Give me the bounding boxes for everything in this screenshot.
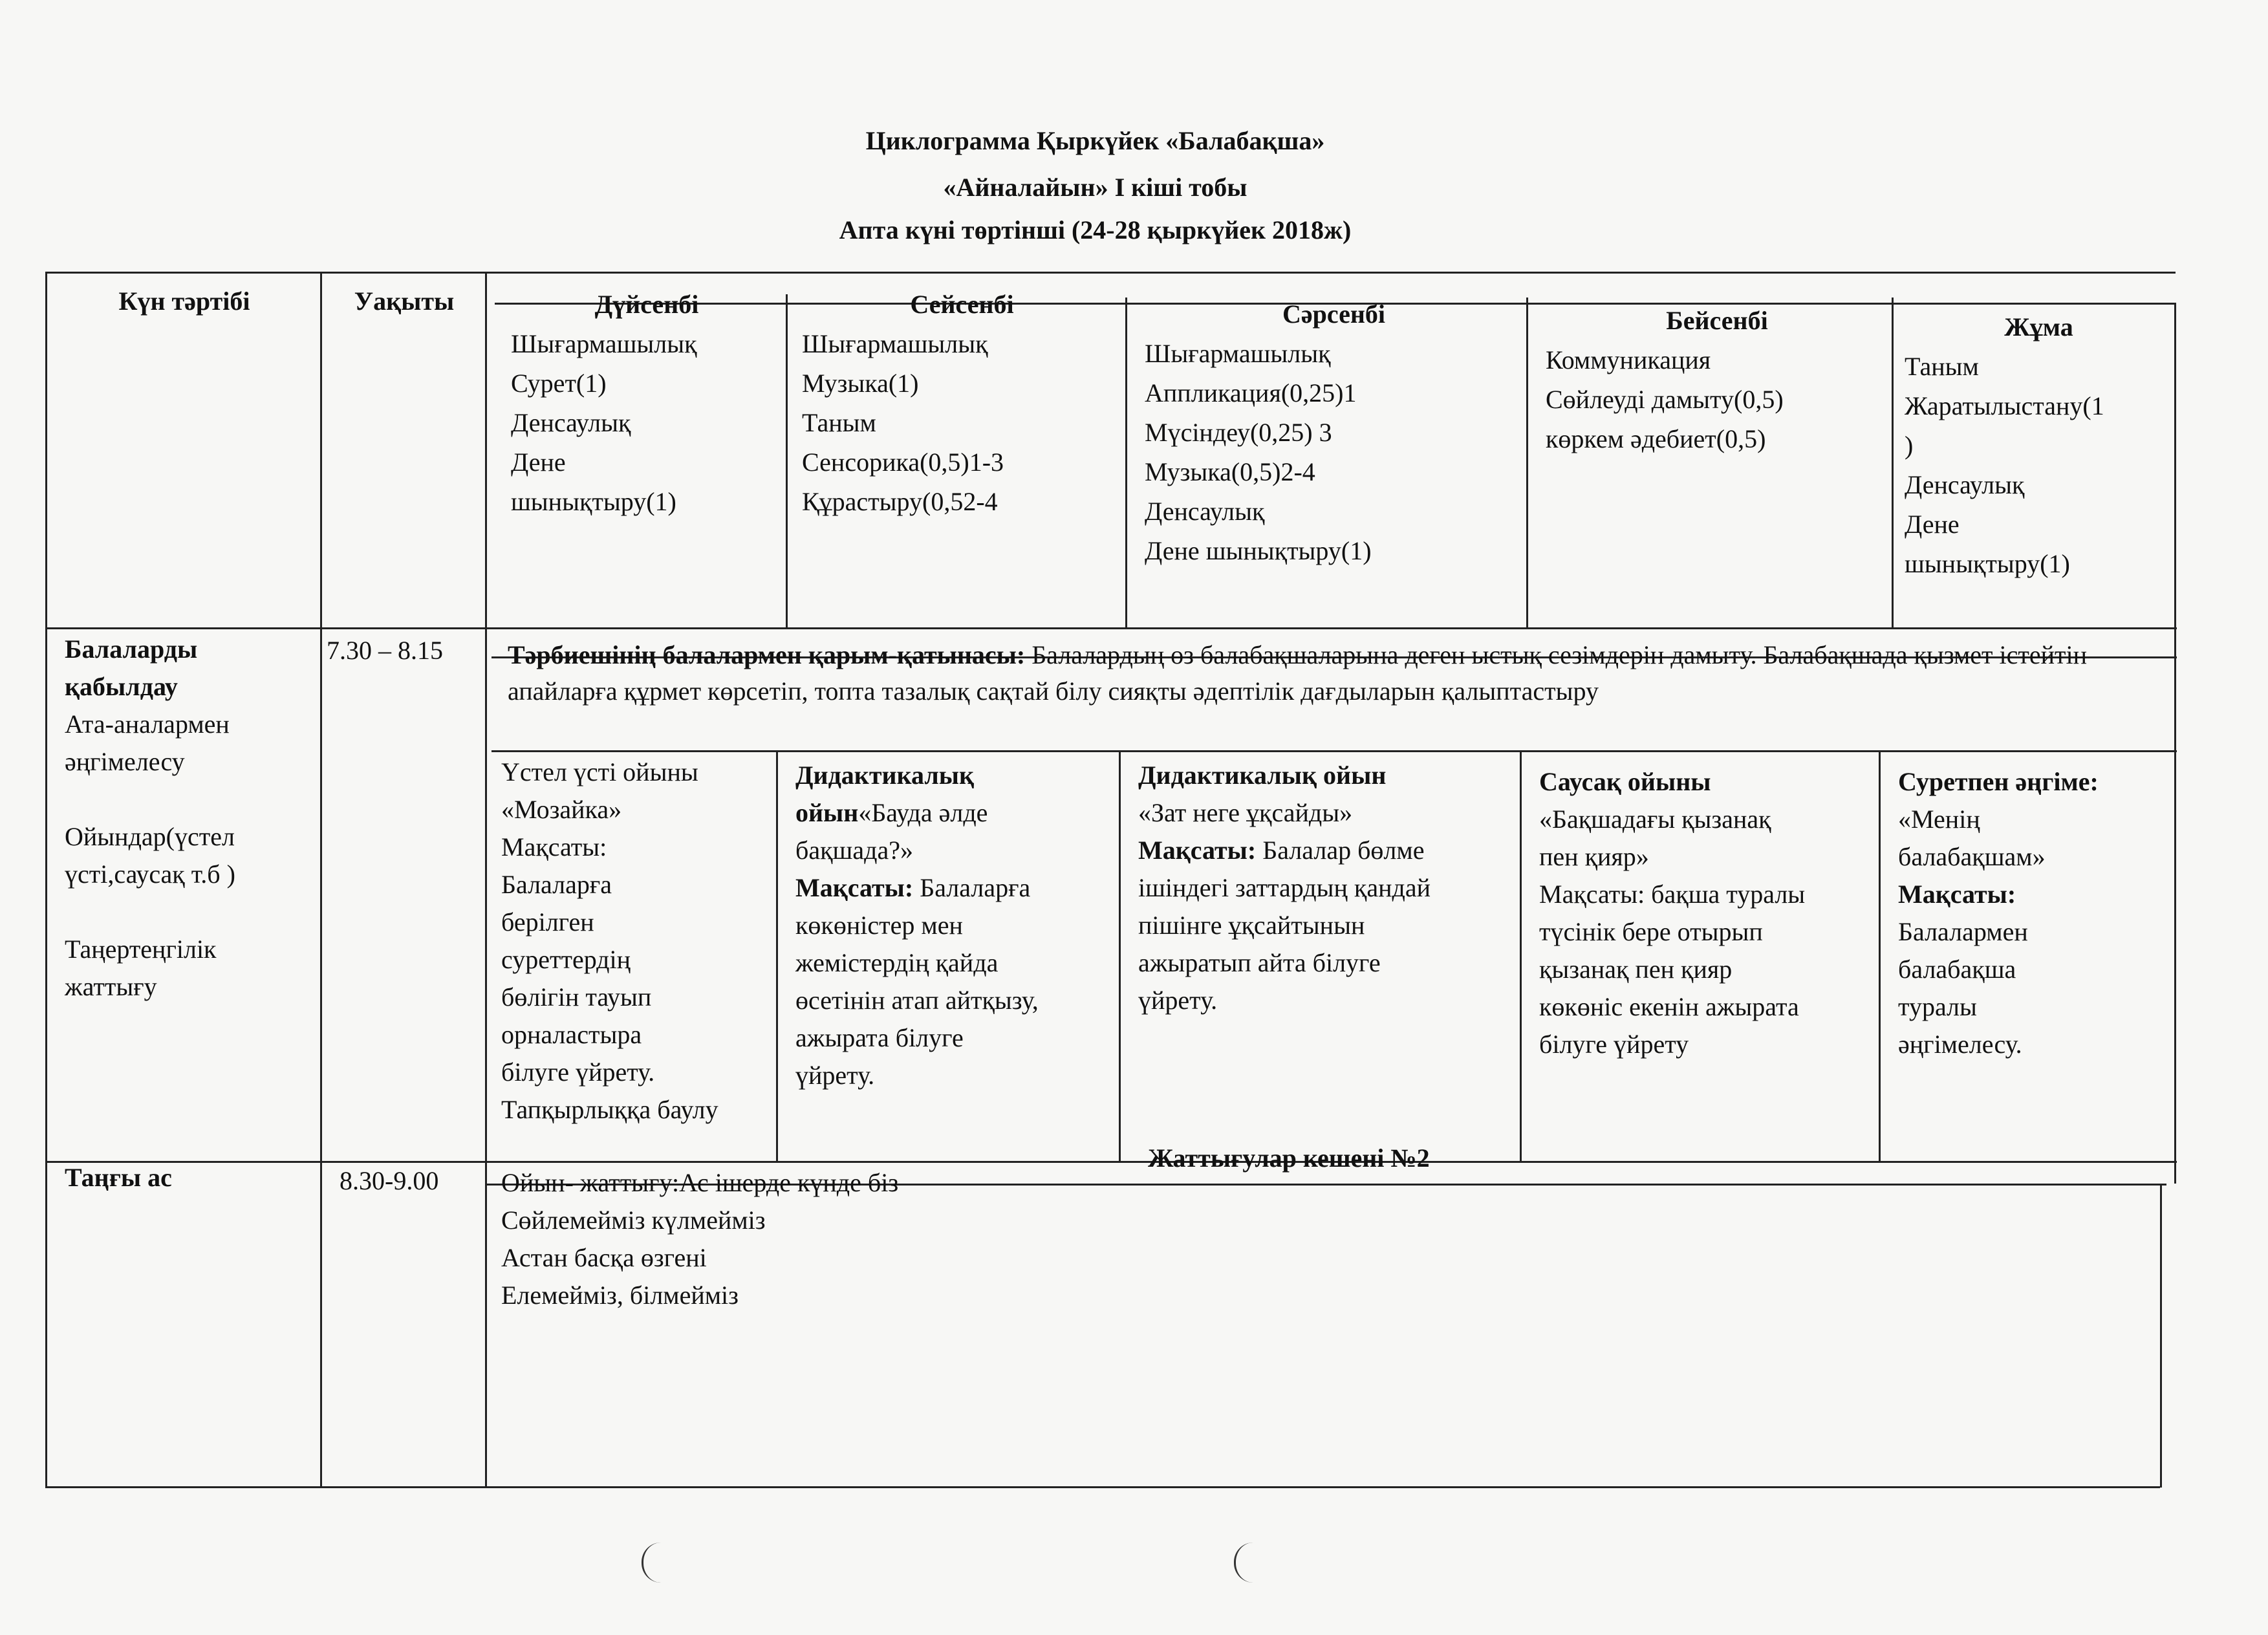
activity-title: Суретпен әңгіме: [1898, 767, 2099, 796]
activity-line: өсетінін атап айтқызу, [795, 986, 1039, 1015]
thursday-subject: көркем әдебиет(0,5) [1546, 424, 1766, 453]
activity-line: ажырата білуге [795, 1023, 964, 1052]
activity-line: «Бақшадағы қызанақ [1539, 805, 1771, 834]
col-header-friday [1905, 307, 2173, 583]
activity-line: «Менің [1898, 805, 1980, 834]
tuesday-subject: Құрастыру(0,52-4 [802, 487, 998, 516]
activity-title: Дидактикалық [795, 761, 975, 790]
activity-line: орналастыра [501, 1020, 642, 1049]
poem-line: Сөйлемейміз күлмейміз [501, 1206, 766, 1235]
activity-title: Саусақ ойыны [1539, 767, 1711, 796]
activity-line: берілген [501, 907, 594, 937]
activity-line: туралы [1898, 992, 1977, 1021]
goal-label: Мақсаты: [795, 873, 914, 902]
activity-line: пен қияр» [1539, 842, 1649, 871]
col-header-thursday [1546, 301, 1888, 459]
activity-line: Балалар бөлме [1256, 836, 1425, 865]
activity-line: Мақсаты: [501, 832, 607, 861]
wednesday-subject: Аппликация(0,25)1 [1145, 378, 1357, 407]
day-monday: Дүйсенбі [594, 290, 699, 319]
poem-line: Астан басқа өзгені [501, 1243, 707, 1272]
activity-line: «Мозайка» [501, 795, 622, 824]
punch-hole [642, 1543, 667, 1583]
day-thursday: Бейсенбі [1666, 306, 1768, 335]
col-header-monday [511, 285, 783, 521]
friday-subject: Дене [1905, 510, 1960, 539]
monday-subject: Сурет(1) [511, 369, 607, 398]
tuesday-subject: Таным [802, 408, 876, 437]
group-subtitle: «Айналайын» І кіші тобы [943, 173, 1247, 202]
activity-monday [501, 753, 776, 1129]
communication-label: Тәрбиешінің балалармен қарым-қатынасы: [508, 640, 1026, 669]
document-title: Циклограмма Қыркүйек «Балабақша» [865, 126, 1325, 155]
activity-line: суреттердің [501, 945, 631, 974]
poem-line: Ойын- жаттығу:Ас ішерде күнде біз [501, 1168, 899, 1197]
activity-line: түсінік бере отырып [1539, 917, 1763, 946]
col-header-time: Уақыты [354, 287, 455, 316]
wednesday-subject: Дене шынықтыру(1) [1145, 536, 1372, 565]
friday-subject: ) [1905, 431, 1914, 460]
activity-line: Үстел үсті ойыны [501, 757, 698, 786]
regime-line: Ойындар(үстел [65, 822, 235, 851]
col-header-tuesday [802, 285, 1122, 521]
time-breakfast: 8.30-9.00 [340, 1166, 439, 1195]
regime-line: үсті,саусақ т.б ) [65, 860, 235, 889]
punch-hole [1234, 1543, 1259, 1583]
regime-line: әңгімелесу [65, 747, 185, 776]
activity-line: білуге үйрету [1539, 1030, 1689, 1059]
activity-line: көкөніс екенін ажырата [1539, 992, 1799, 1021]
regime-reception [65, 631, 320, 1006]
activity-line: әңгімелесу. [1898, 1030, 2022, 1059]
monday-subject: Шығармашылық [511, 329, 697, 358]
goal-label: Мақсаты: [1138, 836, 1257, 865]
tuesday-subject: Шығармашылық [802, 329, 988, 358]
activity-line: ажыратып айта білуге [1138, 948, 1381, 977]
activity-friday [1898, 763, 2173, 1063]
regime-title: қабылдау [65, 672, 178, 701]
activity-line: үйрету. [1138, 986, 1218, 1015]
activity-line: үйрету. [795, 1061, 875, 1090]
goal-label: Мақсаты: [1898, 880, 2016, 909]
activity-tuesday [795, 757, 1119, 1094]
wednesday-subject: Мүсіндеу(0,25) 3 [1145, 418, 1332, 447]
regime-spacer [65, 781, 320, 818]
regime-line: Таңертеңгілік [65, 935, 217, 964]
time-reception: 7.30 – 8.15 [327, 636, 443, 665]
activity-line: Тапқырлыққа баулу [501, 1095, 718, 1124]
regime-breakfast: Таңғы ас [65, 1163, 172, 1192]
activity-line: Балалармен [1898, 917, 2028, 946]
col-header-regime: Күн тәртібі [118, 287, 250, 316]
day-tuesday: Сейсенбі [910, 290, 1014, 319]
monday-subject: шынықтыру(1) [511, 487, 676, 516]
breakfast-poem [501, 1164, 1083, 1314]
friday-subject: Таным [1905, 352, 1979, 381]
wednesday-subject: Музыка(0,5)2-4 [1145, 457, 1315, 486]
monday-subject: Денсаулық [511, 408, 631, 437]
poem-line: Елемейміз, білмейміз [501, 1281, 739, 1310]
thursday-subject: Коммуникация [1546, 345, 1711, 374]
day-friday: Жұма [2004, 312, 2073, 341]
wednesday-subject: Денсаулық [1145, 497, 1265, 526]
activity-line: Мақсаты: бақша туралы [1539, 880, 1806, 909]
regime-spacer [65, 893, 320, 931]
day-wednesday: Сәрсенбі [1282, 299, 1386, 329]
communication-text: Балалардың өз балабақшаларына деген ыстық сезімдерін дамыту. Балабақшада қызмет істейтін апайларға құрмет көрсетіп, топта тазалық сақтай білу сияқты әдептілік дағдыларын қалыптастыру [508, 640, 2088, 706]
activity-thursday [1539, 763, 1875, 1063]
activity-title: Дидактикалық ойын [1138, 761, 1387, 790]
activity-line: қызанақ пен қияр [1539, 955, 1733, 984]
friday-subject: Денсаулық [1905, 470, 2025, 499]
regime-line: Ата-аналармен [65, 709, 230, 739]
activity-title: ойын [795, 798, 859, 827]
activity-line: көкөністер мен [795, 911, 963, 940]
activity-line: Балаларға [501, 870, 612, 899]
activity-line: бөлігін тауып [501, 982, 652, 1012]
activity-line: білуге үйрету. [501, 1057, 655, 1087]
communication-goal [508, 637, 2163, 709]
activity-line: пішінге ұқсайтынын [1138, 911, 1365, 940]
activity-line: балабақшам» [1898, 842, 2046, 871]
tuesday-subject: Музыка(1) [802, 369, 919, 398]
regime-title: Балаларды [65, 634, 198, 664]
tuesday-subject: Сенсорика(0,5)1-3 [802, 448, 1004, 477]
activity-line: балабақша [1898, 955, 2016, 984]
activity-line: Балаларға [913, 873, 1031, 902]
exercise-title: Жаттығулар кешені №2 [1148, 1143, 1430, 1173]
activity-line: «Бауда әлде [858, 798, 988, 827]
friday-subject: шынықтыру(1) [1905, 549, 2070, 578]
activity-line: ішіндегі заттардың қандай [1138, 873, 1431, 902]
col-header-wednesday [1145, 294, 1523, 570]
wednesday-subject: Шығармашылық [1145, 339, 1331, 368]
friday-subject: Жаратылыстану(1 [1905, 391, 2104, 420]
activity-line: «Зат неге ұқсайды» [1138, 798, 1353, 827]
regime-line: жаттығу [65, 972, 157, 1001]
activity-wednesday [1138, 757, 1520, 1019]
activity-line: бақшада?» [795, 836, 913, 865]
activity-line: жемістердің қайда [795, 948, 999, 977]
monday-subject: Дене [511, 448, 566, 477]
week-subtitle: Апта күні төртінші (24-28 қыркүйек 2018ж) [839, 215, 1352, 244]
thursday-subject: Сөйлеуді дамыту(0,5) [1546, 385, 1784, 414]
